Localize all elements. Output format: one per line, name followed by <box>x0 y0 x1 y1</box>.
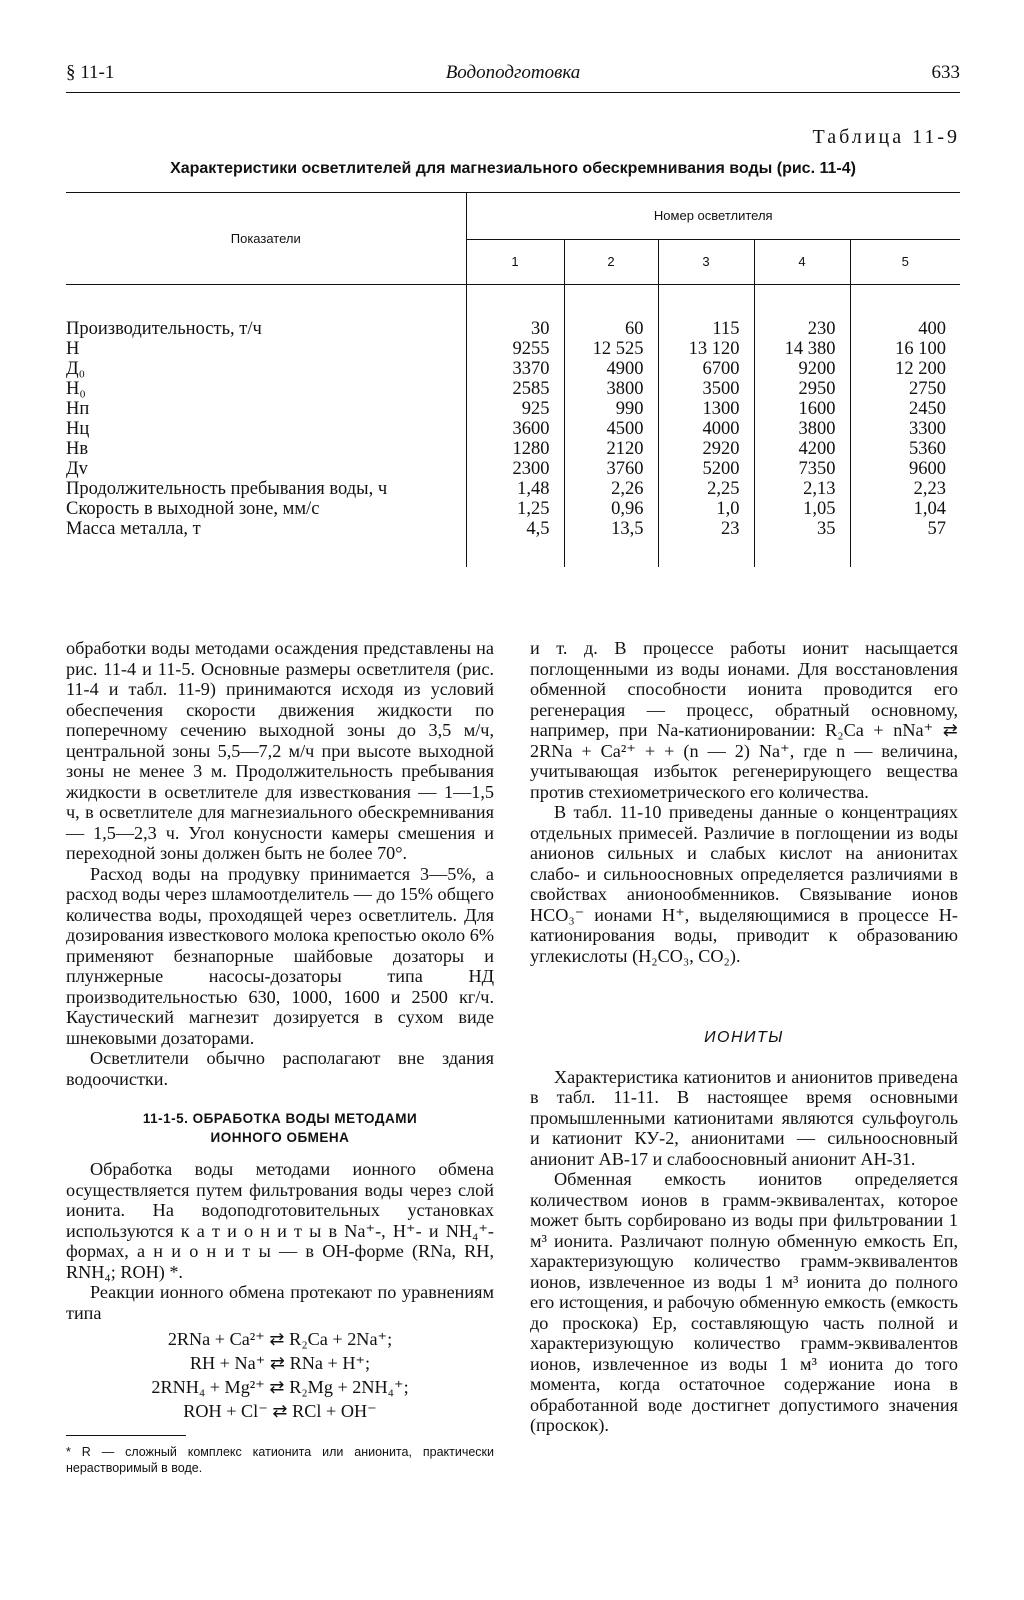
paragraph: В табл. 11-10 приведены данные о концентрациях отдельных примесей. Различие в поглощении из воды анионов сильных и слабых кислот на анионитах слабо- и сильноосновных определяется различиями в свойствах анионообменников. Связывание ионов HCO₃⁻ ионами H⁺, выделяющимися в процессе H-катионирования воды, приводит к образованию углекислоты (H₂CO₃, CO₂). <box>530 802 958 966</box>
row-label: Скорость в выходной зоне, мм/с <box>66 499 466 519</box>
table-cell: 7350 <box>754 459 850 479</box>
table-cell: 1,48 <box>466 479 564 499</box>
paragraph: Обработка воды методами ионного обмена осуществляется путем фильтрования воды через слой ионита. На водоподготовительных установках используются к а т и о н и т ы в Na⁺-, H⁺- и NH₄⁺-формах, а н и о н и т ы — в OH-форме (RNa, RH, RNH₄; ROH) *. <box>66 1159 494 1282</box>
table-row <box>66 399 960 419</box>
table-label: Таблица 11-9 <box>812 126 960 148</box>
table-cell: 60 <box>564 319 658 339</box>
footnote: * R — сложный комплекс катионита или анионита, практически нерастворимый в воде. <box>66 1445 494 1475</box>
row-label: Дv <box>66 459 466 479</box>
row-label: Нп <box>66 399 466 419</box>
table-cell: 3800 <box>564 379 658 399</box>
table-cell: 2300 <box>466 459 564 479</box>
table-cell: 3500 <box>658 379 754 399</box>
paragraph: и т. д. В процессе работы ионит насыщается поглощенными из воды ионами. Для восстановления обменной способности ионита проводится его регенерация — процесс, обратный основному, например, при Na-катионировании: R₂Ca + nNa⁺ ⇄ 2RNa + Ca²⁺ + + (n — 2) Na⁺, где n — величина, учитывающая избыток регенерирующего вещества против стехиометрического его количества. <box>530 638 958 802</box>
footnote-rule <box>66 1435 186 1436</box>
table-row <box>66 519 960 539</box>
paragraph: обработки воды методами осаждения представлены на рис. 11-4 и 11-5. Основные размеры осветлителя (рис. 11-4 и табл. 11-9) принимаются исходя из условий обеспечения скорости движения жидкости по поперечному сечению выходной зоны до 3,5 м/ч, центральной зоны 5,5—7,2 м/ч при высоте выходной зоны не менее 3 м. Продолжительность пребывания жидкости в осветлителе для известкования — 1—1,5 ч, в осветлителе для магнезиального обескремнивания — 1,5—2,3 ч. Угол конусности камеры смешения и переходной зоны должен быть не более 70°. <box>66 638 494 863</box>
table-cell: 3370 <box>466 359 564 379</box>
row-label: Продолжительность пребывания воды, ч <box>66 479 466 499</box>
table-cell: 6700 <box>658 359 754 379</box>
table-cell: 4500 <box>564 419 658 439</box>
table-cell: 3760 <box>564 459 658 479</box>
table-cell: 23 <box>658 519 754 539</box>
table-cell: 2,23 <box>913 479 946 499</box>
table-cell: 1,05 <box>754 499 850 519</box>
table-cell: 5200 <box>658 459 754 479</box>
table-cell: 1300 <box>658 399 754 419</box>
table-cell: 4000 <box>658 419 754 439</box>
table-title: Характеристики осветлителей для магнезиального обескремнивания воды (рис. 11-4) <box>170 160 856 177</box>
table-row <box>66 479 960 499</box>
paragraph: Расход воды на продувку принимается 3—5%, а расход воды через шламоотделитель — до 15% общего количества воды, проходящей через осветлитель. Для дозирования известкового молока крепостью около 6% применяют безнапорные шайбовые дозаторы и плунжерные насосы-дозаторы типа НД производительностью 630, 1000, 1600 и 2500 кг/ч. Каустический магнезит дозируется в сухом виде шнековыми дозаторами. <box>66 863 494 1048</box>
table-cell: 12 525 <box>564 339 658 359</box>
table-cell: 9255 <box>466 339 564 359</box>
table-cell: 35 <box>754 519 850 539</box>
column-header: 3 <box>658 240 754 285</box>
equation: 2RNa + Ca²⁺ ⇄ R₂Ca + 2Na⁺; <box>167 1329 393 1349</box>
column-header: 1 <box>466 240 564 285</box>
table-row <box>66 499 960 519</box>
table-cell: 925 <box>466 399 564 419</box>
table-cell: 2585 <box>466 379 564 399</box>
row-label: Нв <box>66 439 466 459</box>
table-cell: 3300 <box>909 419 946 439</box>
table-row <box>66 319 960 339</box>
paragraph: Реакции ионного обмена протекают по уравнениям типа <box>66 1282 494 1323</box>
row-label: Производительность, т/ч <box>66 319 466 339</box>
table-cell: 30 <box>466 319 564 339</box>
running-head <box>66 62 960 93</box>
paragraph: Осветлители обычно располагают вне здания водоочистки. <box>66 1048 494 1089</box>
table-body <box>66 285 960 568</box>
table-cell: 0,96 <box>564 499 658 519</box>
paragraph: Характеристика катионитов и анионитов приведена в табл. 11-11. В настоящее время основными промышленными катионитами являются сульфоуголь и катионит КУ-2, анионитами — сильноосновный анионит АВ-17 и слабоосновный анионит АН-31. <box>530 1066 958 1169</box>
spacer-row <box>66 539 960 567</box>
equation: 2RNH₄ + Mg²⁺ ⇄ R₂Mg + 2NH₄⁺; <box>151 1377 409 1397</box>
table-cell: 3800 <box>754 419 850 439</box>
table-cell: 9600 <box>909 459 946 479</box>
table-row <box>66 379 960 399</box>
table-cell: 16 100 <box>895 339 946 359</box>
row-label: Н₀ <box>66 379 466 399</box>
equation: RH + Na⁺ ⇄ RNa + H⁺; <box>189 1353 371 1373</box>
table-cell: 2750 <box>909 379 946 399</box>
table-cell: 4900 <box>564 359 658 379</box>
table-cell: 1,04 <box>913 499 946 519</box>
table-cell: 4,5 <box>466 519 564 539</box>
table-cell: 1,0 <box>658 499 754 519</box>
table-cell: 13 120 <box>658 339 754 359</box>
equation: ROH + Cl⁻ ⇄ RCl + OH⁻ <box>183 1401 377 1421</box>
table-row <box>66 459 960 479</box>
row-label: Д₀ <box>66 359 466 379</box>
table-cell: 990 <box>564 399 658 419</box>
column-header: 4 <box>754 240 850 285</box>
right-column <box>530 638 958 1436</box>
table-cell: 2950 <box>754 379 850 399</box>
clarifier-table <box>66 192 960 567</box>
table-cell: 13,5 <box>564 519 658 539</box>
table-cell: 2120 <box>564 439 658 459</box>
row-label: Нц <box>66 419 466 439</box>
table-row <box>66 419 960 439</box>
left-column <box>66 638 494 1476</box>
page-number: 633 <box>931 62 960 83</box>
reaction-equations <box>66 1327 494 1423</box>
table-cell: 115 <box>658 319 754 339</box>
section-number: § 11-1 <box>66 62 115 83</box>
table-cell: 4200 <box>754 439 850 459</box>
table-cell: 5360 <box>909 439 946 459</box>
table-cell: 3600 <box>466 419 564 439</box>
paragraph: Обменная емкость ионитов определяется количеством ионов в грамм-эквивалентах, которое может быть сорбировано из воды при фильтровании 1 м³ ионита. Различают полную обменную емкость Еп, характеризующую количество грамм-эквивалентов ионов, извлеченное из воды 1 м³ ионита до полного его истощения, и рабочую обменную емкость (емкость до проскока) Ер, составляющую часть полной и характеризующую количество грамм-эквивалентов ионов, извлеченное из воды 1 м³ ионита до того момента, когда остаточное содержание иона в обработанной воде достигнет допустимого значения (проскок). <box>530 1169 958 1435</box>
column-header: 5 <box>850 240 960 285</box>
table-cell: 1280 <box>466 439 564 459</box>
table-cell: 12 200 <box>895 359 946 379</box>
group-header: Номер осветлителя <box>466 193 960 240</box>
spacer-row <box>66 285 960 320</box>
table-cell: 2920 <box>658 439 754 459</box>
subheading: ИОНИТЫ <box>704 1029 784 1046</box>
table-cell: 1600 <box>754 399 850 419</box>
table-row <box>66 439 960 459</box>
table-cell: 230 <box>754 319 850 339</box>
section-heading-line: 11-1-5. ОБРАБОТКА ВОДЫ МЕТОДАМИ <box>142 1111 418 1126</box>
section-heading <box>66 1109 494 1147</box>
table-cell: 2450 <box>909 399 946 419</box>
column-header: 2 <box>564 240 658 285</box>
table-row <box>66 359 960 379</box>
section-heading-line: ИОННОГО ОБМЕНА <box>210 1130 350 1145</box>
table-cell: 14 380 <box>754 339 850 359</box>
param-header: Показатели <box>66 193 466 285</box>
table-cell: 400 <box>918 319 946 339</box>
table-cell: 2,25 <box>658 479 754 499</box>
table-cell: 1,25 <box>466 499 564 519</box>
table-cell: 2,26 <box>564 479 658 499</box>
table-cell: 57 <box>927 519 946 539</box>
table-row <box>66 339 960 359</box>
running-title: Водоподготовка <box>445 62 581 83</box>
table-cell: 2,13 <box>754 479 850 499</box>
row-label: Н <box>66 339 466 359</box>
row-label: Масса металла, т <box>66 519 466 539</box>
table-cell: 9200 <box>754 359 850 379</box>
